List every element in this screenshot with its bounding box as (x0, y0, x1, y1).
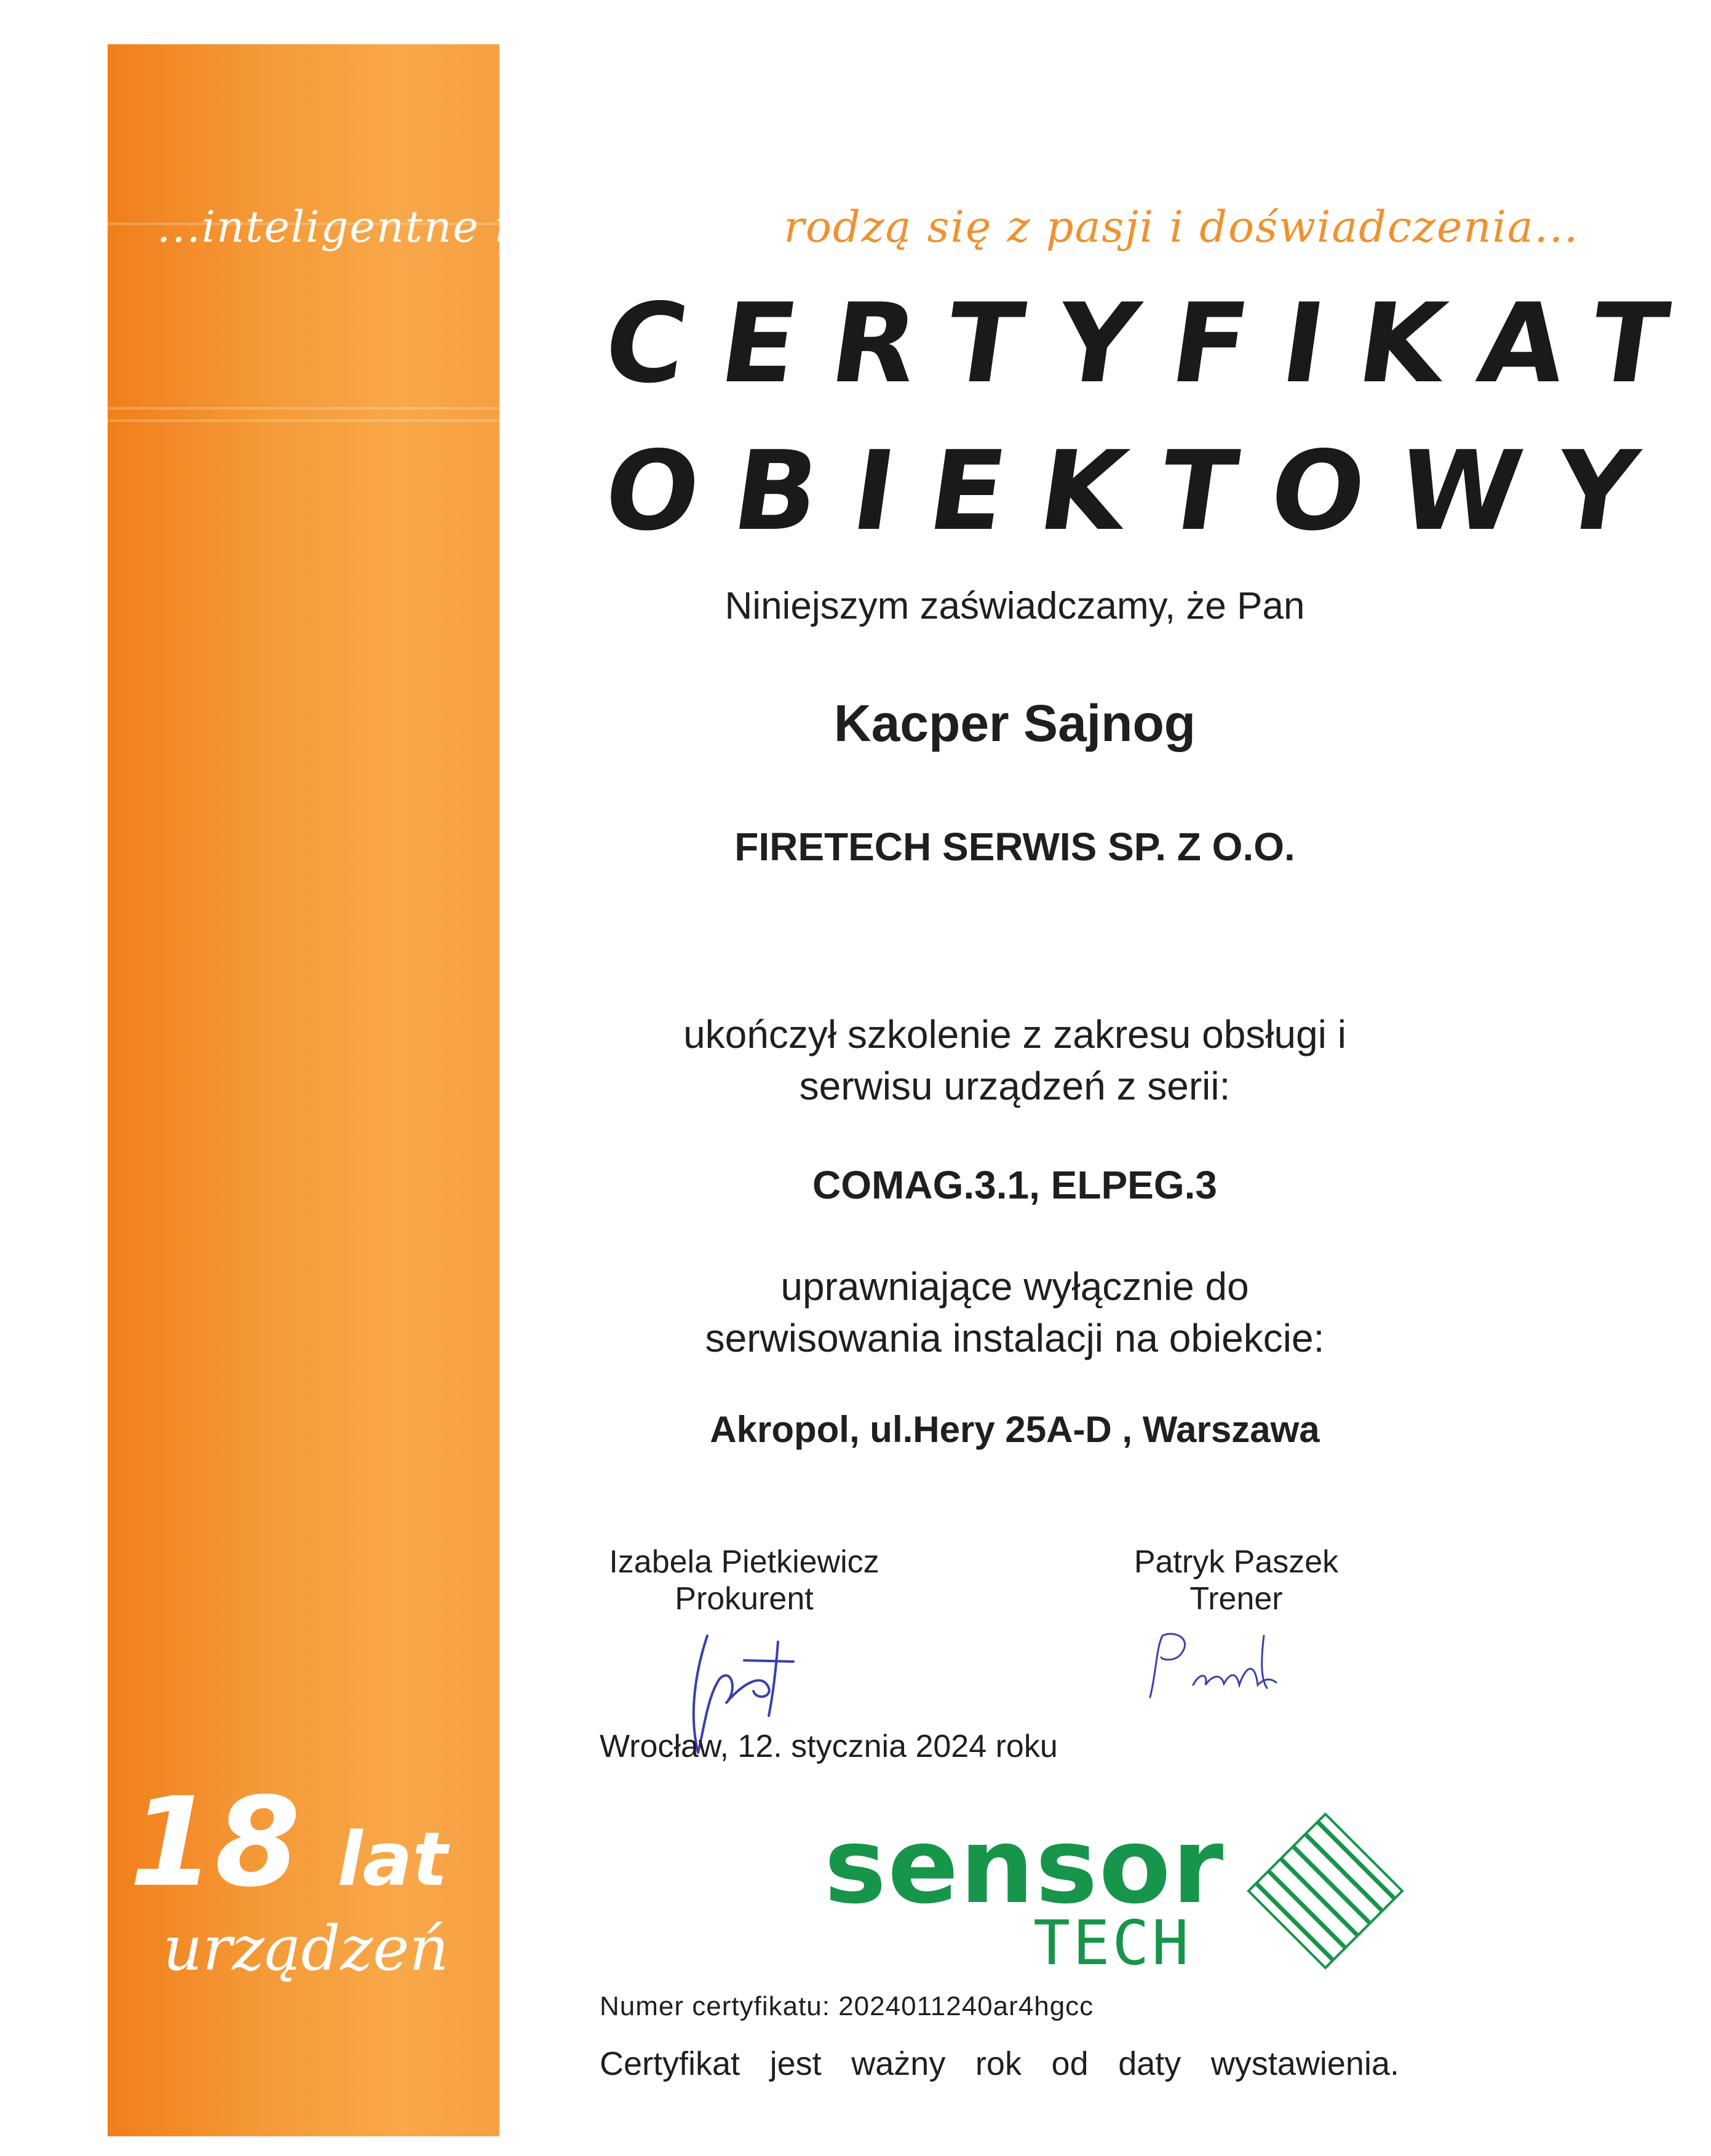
anniversary-badge (129, 1771, 448, 1914)
slogan-white-part: ...inteligentne rozwiązania (157, 202, 784, 252)
company-name: FIRETECH SERWIS SP. Z O.O. (734, 825, 1295, 869)
anniversary-number: 18 (129, 1771, 301, 1914)
validity-note: Certyfikat jest ważny rok od daty wystawienia. (600, 2045, 1399, 2082)
rights-statement (554, 1261, 1476, 1364)
device-series: COMAG.3.1, ELPEG.3 (812, 1163, 1217, 1207)
anniversary-years-word: lat (337, 1817, 448, 1903)
tech-logo-text: TECH (1033, 1907, 1191, 1979)
signatory-right-role: Trener (1189, 1581, 1283, 1617)
signatory-left-role: Prokurent (675, 1581, 814, 1617)
training-statement-line1: ukończył szkolenie z zakresu obsługi i (683, 1012, 1346, 1056)
anniversary-subtitle: urządzeń (163, 1912, 449, 1984)
sensor-logo-text: sensor (824, 1805, 1225, 1927)
rights-statement-line1: uprawniające wyłącznie do (780, 1264, 1249, 1309)
training-statement-line2: serwisu urządzeń z serii: (799, 1064, 1231, 1108)
rights-statement-line2: serwisowania instalacji na obiekcie: (705, 1316, 1325, 1360)
place-and-date: Wrocław, 12. stycznia 2024 roku (600, 1729, 1058, 1764)
signatory-left-name: Izabela Pietkiewicz (609, 1544, 879, 1580)
installation-object: Akropol, ul.Hery 25A-D , Warszawa (710, 1409, 1320, 1450)
signatory-right-name: Patryk Paszek (1133, 1544, 1339, 1580)
right-handwritten-signature (1138, 1623, 1298, 1710)
signatory-right (1089, 1544, 1384, 1617)
certificate-title-line2: OBIEKTOWY (597, 427, 1681, 555)
slogan (157, 202, 1579, 252)
sensortech-logo-mark (1249, 1814, 1402, 1968)
training-statement (554, 1009, 1476, 1112)
certificate-number: Numer certyfikatu: 2024011240ar4hgcc (600, 1991, 1094, 2021)
slogan-orange-part: rodzą się z pasji i doświadczenia... (784, 202, 1579, 252)
signatory-left (572, 1544, 916, 1617)
certificate-title-line1: CERTYFIKAT (597, 280, 1711, 407)
recipient-name: Kacper Sajnog (833, 694, 1196, 752)
band-stripe (108, 407, 499, 410)
intro-text: Niniejszym zaświadczamy, że Pan (724, 585, 1305, 627)
band-stripe (108, 419, 499, 422)
